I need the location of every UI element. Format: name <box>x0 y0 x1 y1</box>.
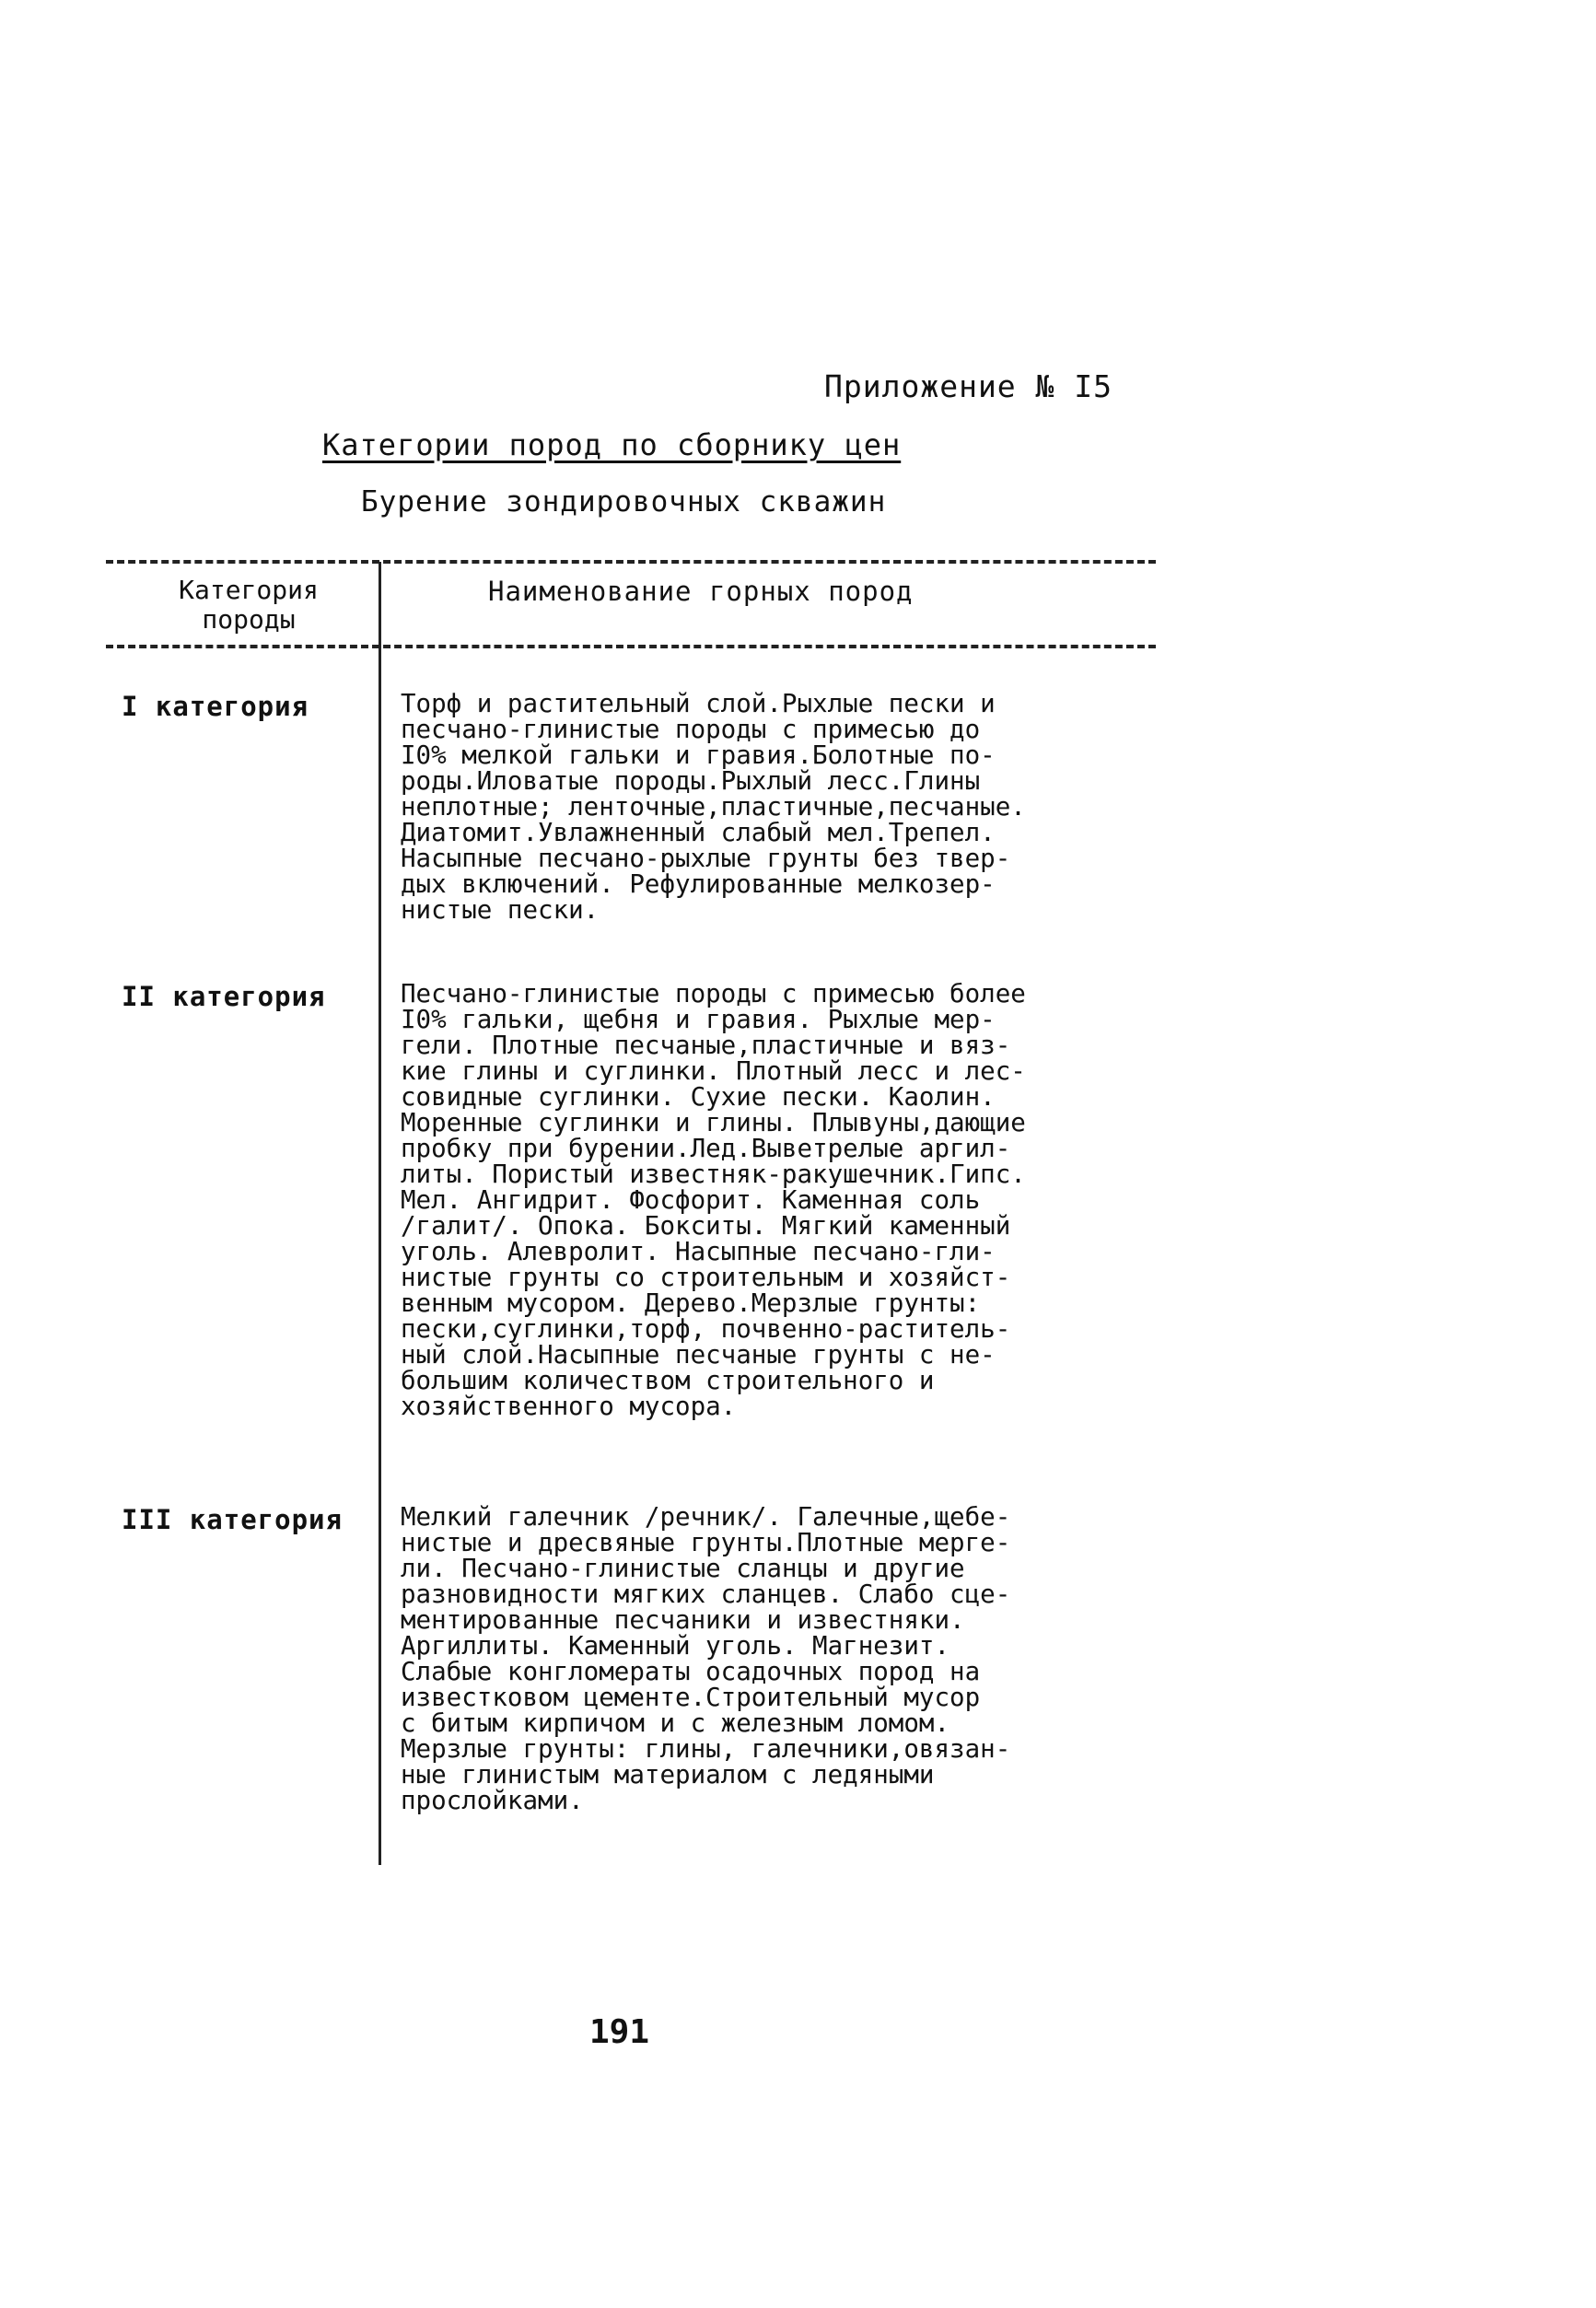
column-divider <box>379 562 381 1865</box>
category-description: Песчано-глинистые породы с примесью более I0% гальки, щебня и гравия. Рыхлые мер- гели. Плотные песчаные,пластичные и вяз- кие глины и суглинки. Плотный лесс и лес- совидные суглинки. Сухие пески. Каолин. Моренные суглинки и глины. Плывуны,дающие пробку при бурении.Лед.Выветрелые аргил- литы. Пористый известняк-ракушечник.Гипс. Мел. Ангидрит. Фосфорит. Каменная соль /галит/. Опока. Бокситы. Мягкий каменный уголь. Алевролит. Насыпные песчано-гли- нистые грунты со строительным и хозяйст- венным мусором. Дерево.Мерзлые грунты: пески,суглинки,торф, почвенно-раститель- ный слой.Насыпные песчаные грунты с не- большим количеством строительного и хозяйственного мусора. <box>401 979 1026 1421</box>
page-number: 191 <box>589 2013 650 2051</box>
category-label: III категория <box>122 1504 343 1535</box>
table-top-rule <box>106 560 1156 564</box>
document-title: Категории пород по сборнику цен <box>322 427 902 462</box>
column-header-rock-name: Наименование горных пород <box>488 576 914 607</box>
document-subtitle: Бурение зондировочных скважин <box>361 485 887 519</box>
table-header-rule <box>106 645 1156 648</box>
category-label: II категория <box>122 981 326 1012</box>
category-description: Мелкий галечник /речник/. Галечные,щебе- нистые и дресвяные грунты.Плотные мерге- ли. Песчано-глинистые сланцы и другие разновидности мягких сланцев. Слабо сце- ментированные песчаники и известняки. Аргиллиты. Каменный уголь. Магнезит. Слабые конгломераты осадочных пород на известковом цементе.Строительный мусор с битым кирпичом и с железным ломом. Мерзлые грунты: глины, галечники,овязан- ные глинистым материалом с ледяными прослойками. <box>401 1502 1011 1815</box>
column-header-category: Категория породы <box>179 575 319 635</box>
category-description: Торф и растительный слой.Рыхлые пески и песчано-глинистые породы с примесью до I0% мелкой гальки и гравия.Болотные по- роды.Иловатые породы.Рыхлый лесс.Глины неплотные; ленточные,пластичные,песчаные. Диатомит.Увлажненный слабый мел.Трепел. Насыпные песчано-рыхлые грунты без твер- дых включений. Рефулированные мелкозер- нистые пески. <box>401 689 1026 925</box>
appendix-label: Приложение № I5 <box>824 368 1113 404</box>
category-label: I категория <box>122 691 309 722</box>
